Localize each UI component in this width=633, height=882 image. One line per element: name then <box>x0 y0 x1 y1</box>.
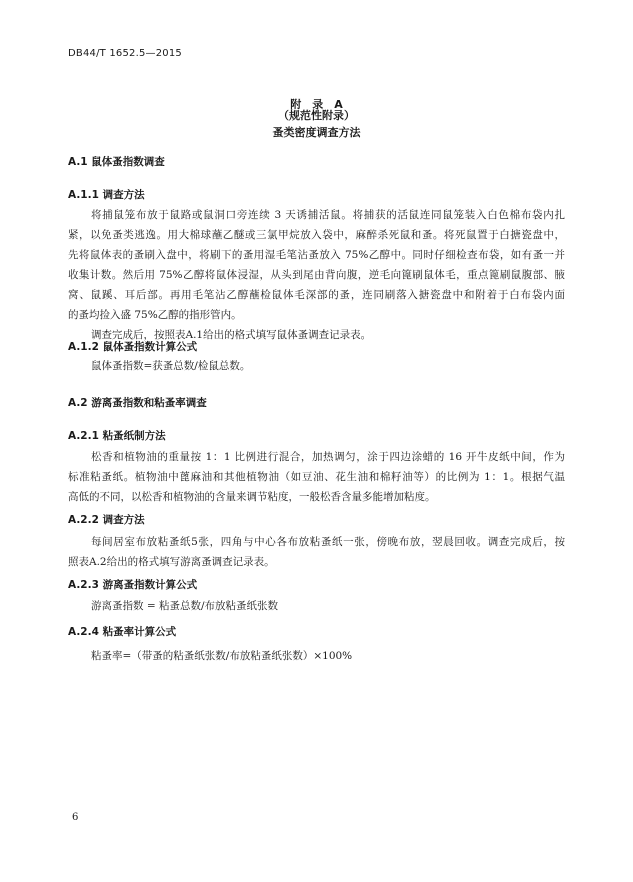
paragraph-line: 标准粘蚤纸。植物油中蓖麻油和其他植物油（如豆油、花生油和棉籽油等）的比例为 1：1。根据气温 <box>68 471 565 483</box>
paragraph-line: 紧，以免蚤类逃逸。用大棉球蘸乙醚或三氯甲烷放入袋中，麻醉杀死鼠和蚤。将死鼠置于白搪瓷盘中， <box>68 229 565 241</box>
section-a1-2-heading: A.1.2 鼠体蚤指数计算公式 <box>68 341 198 353</box>
paragraph-line: 松香和植物油的重量按 1：1 比例进行混合，加热调匀，涂于四边涂蜡的 16 开牛皮纸中间，作为 <box>91 451 565 463</box>
paragraph-line: 高低的不同，以松香和植物油的含量来调节粘度，一般松香含量多能增加粘度。 <box>68 491 436 503</box>
paragraph-line: 将捕鼠笼布放于鼠路或鼠洞口旁连续 3 天诱捕活鼠。将捕获的活鼠连同鼠笼装入白色棉布袋内扎 <box>91 209 565 221</box>
appendix-subtitle: （规范性附录） <box>278 109 355 122</box>
paragraph-line: 的蚤均捡入盛 75%乙醇的指形管内。 <box>68 309 242 321</box>
section-a2-3-heading: A.2.3 游离蚤指数计算公式 <box>68 579 198 591</box>
section-a2-3-formula-block <box>68 596 565 616</box>
section-a2-2-heading: A.2.2 调查方法 <box>68 514 145 526</box>
page-number: 6 <box>72 812 79 823</box>
paragraph-line: 窝、鼠蹊、耳后部。再用毛笔沾乙醇蘸检鼠体毛深部的蚤，连同刷落入搪瓷盘中和附着于白布袋内面 <box>68 289 565 301</box>
formula-text: 鼠体蚤指数=获蚤总数/检鼠总数。 <box>91 360 251 372</box>
section-a2-4-heading: A.2.4 粘蚤率计算公式 <box>68 626 177 638</box>
formula-text: 游离蚤指数 = 粘蚤总数/布放粘蚤纸张数 <box>91 600 279 612</box>
document-id: DB44/T 1652.5—2015 <box>68 48 182 59</box>
paragraph-line: 先将鼠体表的蚤刷入盘中，将刷下的蚤用湿毛笔沾蚤放入 75%乙醇中。同时仔细检查布袋，如有蚤一并 <box>68 249 565 261</box>
paragraph-line: 每间居室布放粘蚤纸5张，四角与中心各布放粘蚤纸一张，傍晚布放，翌晨回收。调查完成后，按 <box>91 536 565 548</box>
section-a2-4-formula-block <box>68 646 565 666</box>
section-a1-heading: A.1 鼠体蚤指数调查 <box>68 156 165 168</box>
section-a1-2-formula-block <box>68 356 565 376</box>
paragraph-line: 调查完成后，按照表A.1给出的格式填写鼠体蚤调查记录表。 <box>91 329 372 341</box>
section-a2-1-paragraph <box>68 447 565 507</box>
paragraph-line: 收集计数。然后用 75%乙醇将鼠体浸湿，从头到尾由背向腹，逆毛向篦刷鼠体毛，重点篦刷鼠腹部、腋 <box>68 269 565 281</box>
section-a2-1-heading: A.2.1 粘蚤纸制方法 <box>68 430 166 442</box>
formula-text: 粘蚤率=（带蚤的粘蚤纸张数/布放粘蚤纸张数）×100% <box>91 650 353 662</box>
appendix-title: 附 录 A <box>290 98 343 111</box>
section-a2-2-paragraph <box>68 532 565 572</box>
section-a2-heading: A.2 游离蚤指数和粘蚤率调查 <box>68 397 207 409</box>
appendix-name: 蚤类密度调查方法 <box>272 126 361 139</box>
section-a1-1-paragraph <box>68 205 565 345</box>
section-a1-1-heading: A.1.1 调查方法 <box>68 189 145 201</box>
paragraph-line: 照表A.2给出的格式填写游离蚤调查记录表。 <box>68 556 275 568</box>
